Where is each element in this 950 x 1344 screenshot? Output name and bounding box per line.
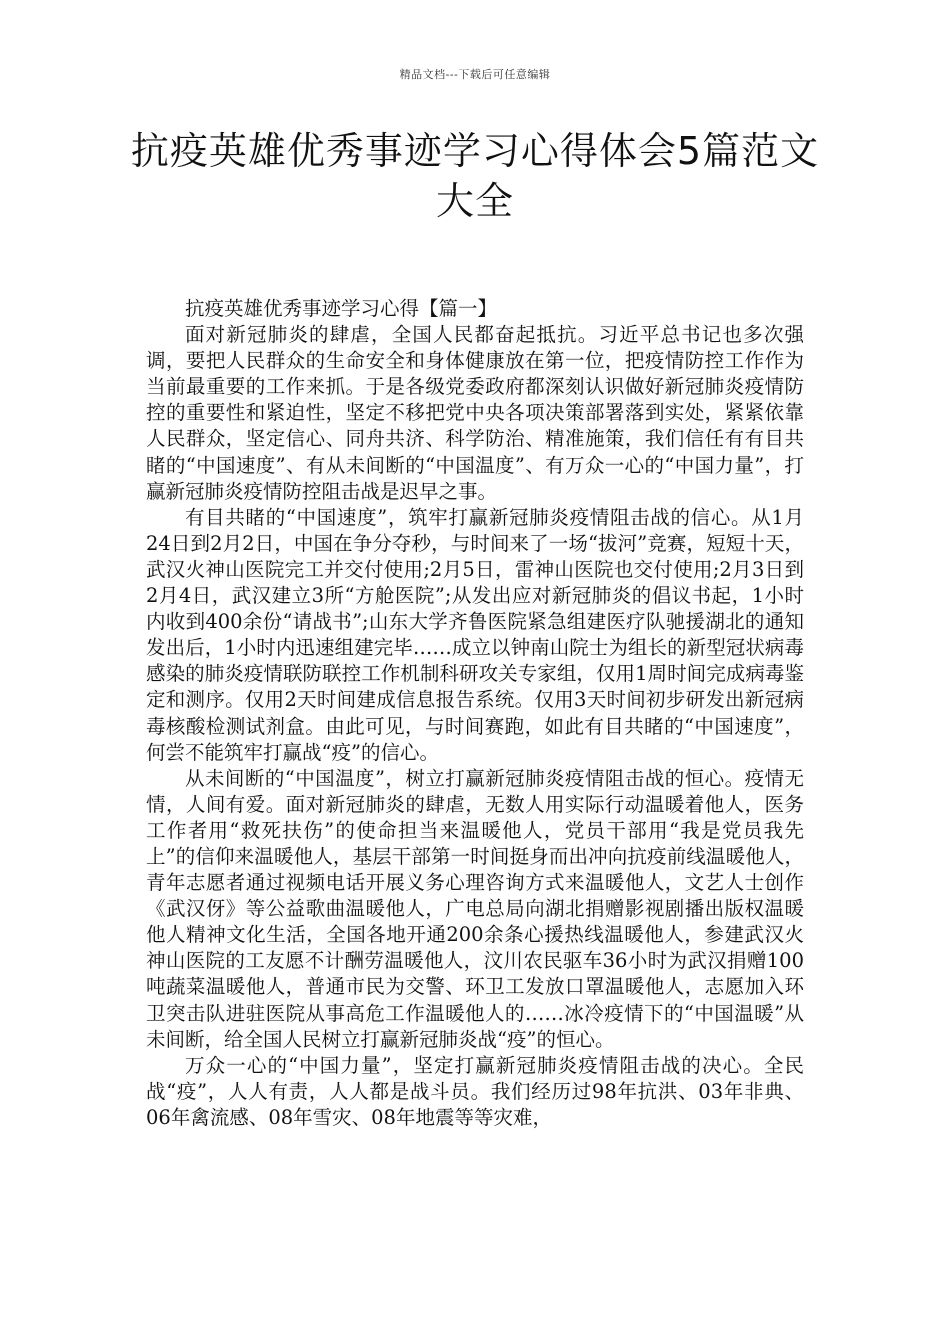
paragraph-3: 从未间断的“中国温度”，树立打赢新冠肺炎疫情阻击战的恒心。疫情无情，人间有爱。面对新冠肺炎的肆虐，无数人用实际行动温暖着他人，医务工作者用“救死扶伤”的使命担当来温暖他人，党员干部用“我是党员我先上”的信仰来温暖他人，基层干部第一时间挺身而出冲向抗疫前线温暖他人，青年志愿者通过视频电话开展义务心理咨询方式来温暖他人，文艺人士创作《武汉伢》等公益歌曲温暖他人，广电总局向湖北捐赠影视剧播出版权温暖他人精神文化生活，全国各地开通200余条心援热线温暖他人，参建武汉火神山医院的工友愿不计酬劳温暖他人，汶川农民驱车36小时为武汉捐赠100吨蔬菜温暖他人，普通市民为交警、环卫工发放口罩温暖他人，志愿加入环卫突击队进驻医院从事高危工作温暖他人的……冰冷疫情下的“中国温暖”从未间断，给全国人民树立打赢新冠肺炎战“疫”的恒心。: [146, 766, 804, 1051]
paragraph-2: 有目共睹的“中国速度”，筑牢打赢新冠肺炎疫情阻击战的信心。从1月24日到2月2日，中国在争分夺秒，与时间来了一场“拔河”竞赛，短短十天，武汉火神山医院完工并交付使用;2月5日，雷神山医院也交付使用;2月3日到2月4日，武汉建立3所“方舱医院”;从发出应对新冠肺炎的倡议书起，1小时内收到400余份“请战书”;山东大学齐鲁医院紧急组建医疗队驰援湖北的通知发出后，1小时内迅速组建完毕……成立以钟南山院士为组长的新型冠状病毒感染的肺炎疫情联防联控工作机制科研攻关专家组，仅用1周时间完成病毒鉴定和测序。仅用2天时间建成信息报告系统。仅用3天时间初步研发出新冠病毒核酸检测试剂盒。由此可见，与时间赛跑，如此有目共睹的“中国速度”，何尝不能筑牢打赢战“疫”的信心。: [146, 505, 804, 764]
header-note: 精品文档---下载后可任意编辑: [399, 68, 551, 81]
paragraph-4: 万众一心的“中国力量”，坚定打赢新冠肺炎疫情阻击战的决心。全民战“疫”，人人有责，人人都是战斗员。我们经历过98年抗洪、03年非典、06年禽流感、08年雪灾、08年地震等等灾难，: [146, 1053, 804, 1129]
document-title: 抗疫英雄优秀事迹学习心得体会5篇范文大全: [130, 129, 820, 223]
document-body: [146, 296, 804, 1131]
paragraph-1: 面对新冠肺炎的肆虐，全国人民都奋起抵抗。习近平总书记也多次强调，要把人民群众的生命安全和身体健康放在第一位，把疫情防控工作作为当前最重要的工作来抓。于是各级党委政府都深刻认识做好新冠肺炎疫情防控的重要性和紧迫性，坚定不移把党中央各项决策部署落到实处，紧紧依靠人民群众，坚定信心、同舟共济、科学防治、精准施策，我们信任有有目共睹的“中国速度”、有从未间断的“中国温度”、有万众一心的“中国力量”，打赢新冠肺炎疫情防控阻击战是迟早之事。: [146, 323, 804, 503]
section-heading: 抗疫英雄优秀事迹学习心得【篇一】: [185, 297, 498, 320]
